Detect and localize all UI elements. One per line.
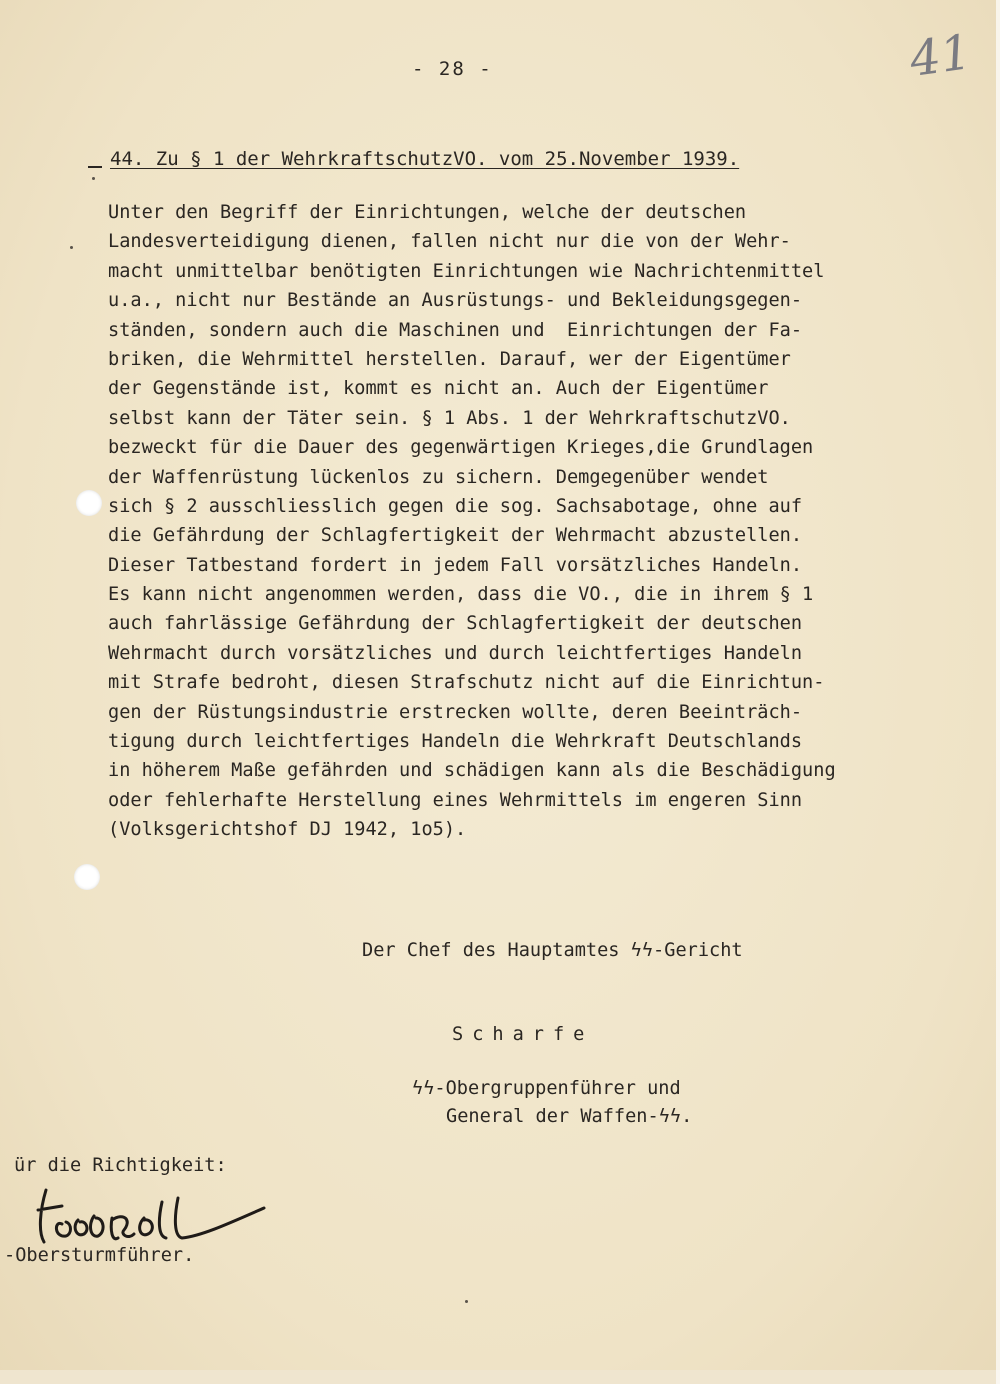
- heading-margin-mark: [88, 166, 102, 168]
- body-line: selbst kann der Täter sein. § 1 Abs. 1 der WehrkraftschutzVO.: [108, 407, 791, 429]
- punch-hole-upper: [76, 490, 102, 516]
- body-line: mit Strafe bedroht, diesen Strafschutz nicht auf die Einrichtun-: [108, 672, 825, 694]
- body-line: die Gefährdung der Schlagfertigkeit der Wehrmacht abzustellen.: [108, 525, 803, 547]
- certification-label: ür die Richtigkeit:: [14, 1155, 227, 1176]
- signatory-rank-line-1: ϟϟ-Obergruppenführer und: [412, 1078, 681, 1099]
- signatory-rank-line-2: General der Waffen-ϟϟ.: [446, 1106, 693, 1127]
- body-line: oder fehlerhafte Herstellung eines Wehrmittels im engeren Sinn: [108, 789, 803, 811]
- paper-speck: [465, 1300, 468, 1303]
- signatory-name: Scharfe: [452, 1024, 594, 1045]
- body-line: briken, die Wehrmittel herstellen. Darauf, wer der Eigentümer: [108, 348, 791, 370]
- page-number: - 28 -: [412, 58, 493, 80]
- body-line: tigung durch leichtfertiges Handeln die Wehrkraft Deutschlands: [108, 731, 803, 753]
- body-line: der Waffenrüstung lückenlos zu sichern. Demgegenüber wendet: [108, 466, 769, 488]
- punch-hole-lower: [74, 864, 100, 890]
- body-line: Unter den Begriff der Einrichtungen, welche der deutschen: [108, 202, 747, 223]
- body-line: (Volksgerichtshof DJ 1942, 1o5).: [108, 819, 467, 841]
- body-line: u.a., nicht nur Bestände an Ausrüstungs- und Bekleidungsgegen-: [108, 290, 803, 312]
- body-line: in höherem Maße gefährden und schädigen kann als die Beschädigung: [108, 760, 836, 782]
- body-line: Landesverteidigung dienen, fallen nicht nur die von der Wehr-: [108, 231, 791, 253]
- body-line: der Gegenstände ist, kommt es nicht an. Auch der Eigentümer: [108, 378, 769, 400]
- body-line: sich § 2 ausschliesslich gegen die sog. Sachsabotage, ohne auf: [108, 495, 803, 517]
- certification-rank: -Obersturmführer.: [4, 1245, 195, 1266]
- margin-speck: [92, 177, 95, 180]
- body-line: macht unmittelbar benötigten Einrichtungen wie Nachrichtenmittel: [108, 260, 825, 282]
- body-line: gen der Rüstungsindustrie erstrecken wollte, deren Beeinträch-: [108, 701, 803, 723]
- body-line: Wehrmacht durch vorsätzliches und durch leichtfertiges Handeln: [108, 642, 803, 664]
- body-line: Dieser Tatbestand fordert in jedem Fall vorsätzliches Handeln.: [108, 554, 803, 576]
- body-line: bezweckt für die Dauer des gegenwärtigen Krieges,die Grundlagen: [108, 437, 814, 459]
- body-paragraph: [108, 198, 908, 845]
- paper-bottom-edge: [0, 1370, 1000, 1384]
- margin-speck: [70, 246, 73, 249]
- paper-right-edge: [996, 0, 1000, 1384]
- archive-page-number: 41: [906, 24, 975, 88]
- body-line: auch fahrlässige Gefährdung der Schlagfertigkeit der deutschen: [108, 613, 803, 635]
- signatory-title: Der Chef des Hauptamtes ϟϟ-Gericht: [362, 940, 743, 961]
- body-line: ständen, sondern auch die Maschinen und Einrichtungen der Fa-: [108, 319, 803, 341]
- handwritten-signature: [32, 1180, 272, 1250]
- body-line: Es kann nicht angenommen werden, dass die VO., die in ihrem § 1: [108, 584, 814, 606]
- section-heading: 44. Zu § 1 der WehrkraftschutzVO. vom 25.November 1939.: [110, 148, 740, 170]
